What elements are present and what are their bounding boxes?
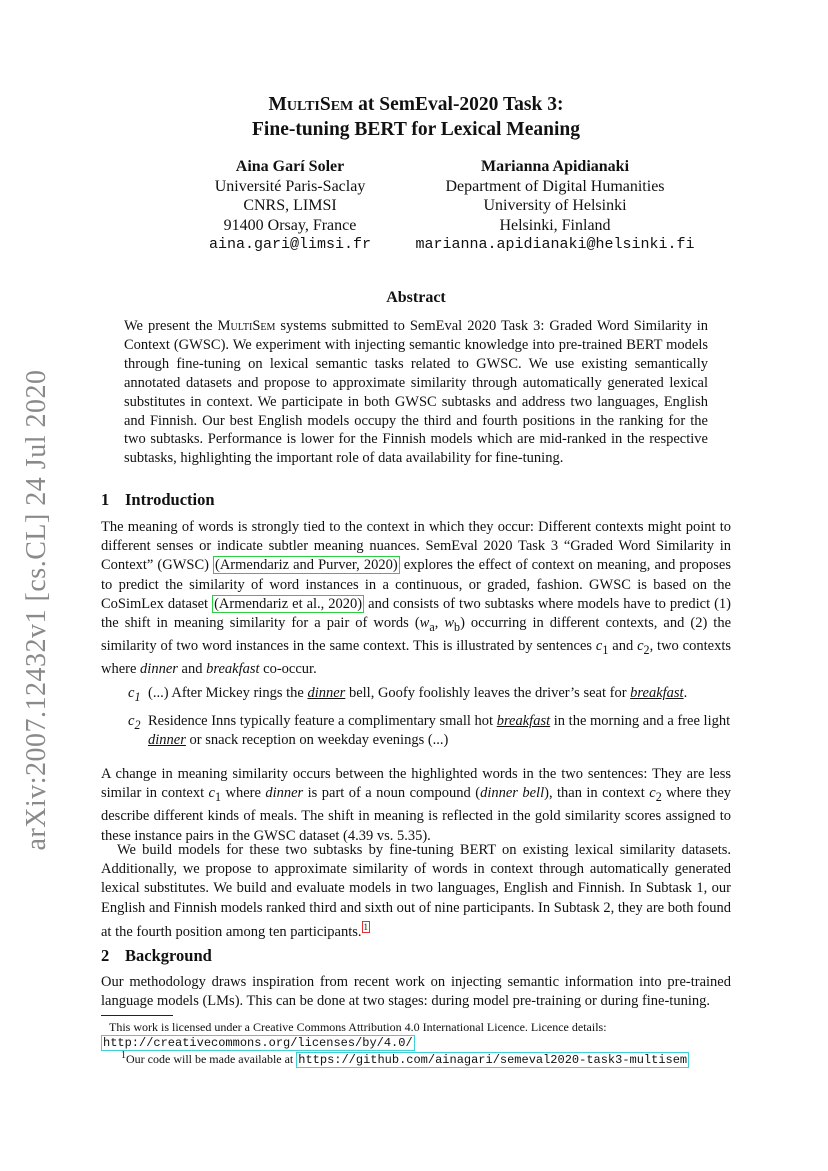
section-number: 1 xyxy=(101,490,110,509)
footnote-divider xyxy=(101,1015,173,1016)
author-name: Aina Garí Soler xyxy=(235,158,345,175)
author-email[interactable]: marianna.apidianaki@helsinki.fi xyxy=(415,236,695,254)
intro-paragraph-1: The meaning of words is strongly tied to the context in which they occur: Different contexts might point to different senses or indicate subtler meaning nuances. SemEval 2020 Task 3 “Graded Word Similarity in Context” (GWSC) (Armendariz and Purver, 2020) explores the effect of context on meaning, and proposes to predict the similarity of word instances in a continuous, or graded, fashion. GWSC is based on the CoSimLex dataset (Armendariz et al., 2020) and consists of two subtasks where models have to predict (1) the shift in meaning similarity for a pair of words ($w_a$, $w_b$) occurring in different contexts, and (2) the similarity of two word instances in the same context. This is illustrated by sentences $c_1$ and $c_2$, two contexts where dinner and breakfast co-occur. xyxy=(101,519,732,678)
footnote-reference[interactable]: 1 xyxy=(363,921,369,932)
author-affiliation: Université Paris-Saclay xyxy=(214,177,366,195)
author-affiliation: 91400 Orsay, France xyxy=(223,216,357,234)
title-line1: at SemEval-2020 Task 3: xyxy=(353,94,564,115)
author-block-1 xyxy=(175,157,405,255)
footnote-license: This work is licensed under a Creative Commons Attribution 4.0 International Licence. Licence details: http://creativecommons.org/licenses/by/4.0/ xyxy=(103,1020,607,1050)
abstract-heading: Abstract xyxy=(386,289,446,306)
code-url-link[interactable]: https://github.com/ainagari/semeval2020-task3-multisem xyxy=(298,1053,688,1067)
author-name: Marianna Apidianaki xyxy=(480,158,630,175)
example-sentence-c2: $c_2$ Residence Inns typically feature a complimentary small hot breakfast in the morning and a free light dinner or snack reception on weekday evenings (...) xyxy=(128,713,731,749)
highlighted-word: dinner xyxy=(307,685,346,701)
highlighted-word: breakfast xyxy=(630,685,684,701)
license-url-link[interactable]: http://creativecommons.org/licenses/by/4.0/ xyxy=(103,1035,413,1050)
title-system-name: MultiSem xyxy=(268,94,354,115)
example-sentence-c1: $c_1$ (...) After Mickey rings the dinner bell, Goofy foolishly leaves the driver’s seat for breakfast. xyxy=(128,684,733,703)
highlighted-word: dinner xyxy=(148,732,186,749)
background-paragraph-1: Our methodology draws inspiration from recent work on injecting semantic information into pre-trained language models (LMs). This can be done at two stages: during model pre-training or during fine-tuning. xyxy=(101,974,731,1010)
footnote-code: $^1$Our code will be made available at https://github.com/ainagari/semeval2020-task3-multisem xyxy=(121,1050,688,1067)
author-affiliation: Department of Digital Humanities xyxy=(445,177,665,195)
section-number: 2 xyxy=(101,946,110,965)
citation-link[interactable]: (Armendariz et al., 2020) xyxy=(214,595,363,612)
footnote-mark: 1 xyxy=(121,1050,126,1061)
section-title: Introduction xyxy=(125,490,215,509)
highlighted-word: breakfast xyxy=(496,713,551,729)
author-affiliation: Helsinki, Finland xyxy=(499,216,611,234)
author-email[interactable]: aina.gari@limsi.fr xyxy=(208,236,372,254)
section-heading-introduction xyxy=(101,490,215,510)
intro-paragraph-3: We build models for these two subtasks by fine-tuning BERT on existing lexical similarity datasets. Additionally, we propose to approximate similarity of words in context through automatically generated lexical substitutes. We build and evaluate models in two languages, English and Finnish. In Subtask 1, our English and Finnish models ranked third and sixth out of nine participants. In Subtask 2, they are both found at the fourth position among ten participants. $^1$ xyxy=(101,842,731,940)
abstract-system-name: MultiSem xyxy=(217,318,276,334)
arxiv-identifier: arXiv:2007.12432v1 [cs.CL] 24 Jul 2020 xyxy=(21,369,52,851)
author-affiliation: University of Helsinki xyxy=(483,197,627,215)
section-title: Background xyxy=(125,946,212,965)
title-line2: Fine-tuning BERT for Lexical Meaning xyxy=(252,119,580,140)
abstract-text: We present the MultiSem systems submitted to SemEval 2020 Task 3: Graded Word Similarity in Context (GWSC). We experiment with injecting semantic knowledge into pre-trained BERT models through fine-tuning on lexical semantic tasks related to GWSC. We use existing semantically annotated datasets and propose to approximate similarity through automatically generated lexical substitutes in context. We participate in both GWSC subtasks and address two languages, English and Finnish. Our best English models occupy the third and fourth positions in the ranking for the two subtasks. Performance is lower for the Finnish models which are mid-ranked in the respective subtasks, highlighting the important role of data availability for fine-tuning. xyxy=(124,318,709,467)
citation-link[interactable]: (Armendariz and Purver, 2020) xyxy=(215,557,398,574)
author-affiliation: CNRS, LIMSI xyxy=(243,197,337,215)
author-block-2 xyxy=(395,157,715,255)
intro-paragraph-2: A change in meaning similarity occurs between the highlighted words in the two sentences: They are less similar in context $c_1$ where dinner is part of a noun compound (dinner bell), than in context $c_2$ where they describe different kinds of meals. The shift in meaning is reflected in the gold similarity scores assigned to these instance pairs in the GWSC dataset (4.39 vs. 5.35). xyxy=(101,766,731,844)
example-label: $c_2$ xyxy=(128,713,141,732)
section-heading-background xyxy=(101,946,212,966)
paper-title xyxy=(100,92,732,142)
example-label: $c_1$ xyxy=(128,685,141,704)
arxiv-identifier-stamp xyxy=(14,360,60,860)
